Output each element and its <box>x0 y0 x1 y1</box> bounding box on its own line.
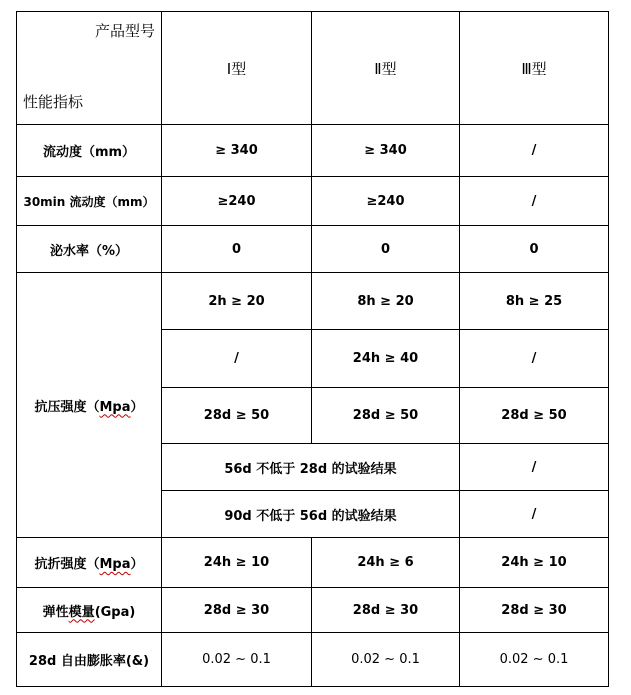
row-label-elastic: 弹性模量(Gpa) <box>17 588 162 633</box>
table-row <box>17 633 609 687</box>
cell-value: / <box>162 330 312 388</box>
table-row <box>17 538 609 588</box>
cell-value: 0.02 ~ 0.1 <box>162 633 312 687</box>
cell-value: 28d ≥ 50 <box>460 388 609 444</box>
table-row <box>17 273 609 330</box>
cell-value: / <box>460 330 609 388</box>
spellcheck-underlined-word: Mpa <box>99 557 131 572</box>
cell-value: ≥ 340 <box>312 125 460 177</box>
product-model-label: 产品型号 <box>94 22 155 40</box>
type-3-header: Ⅲ型 <box>460 12 609 125</box>
spellcheck-underlined-word: Mpa <box>99 399 131 415</box>
table-row <box>17 226 609 273</box>
cell-value: 0.02 ~ 0.1 <box>460 633 609 687</box>
cell-value: ≥ 340 <box>162 125 312 177</box>
type-1-header: Ⅰ型 <box>162 12 312 125</box>
merged-cell-value: 90d 不低于 56d 的试验结果 <box>162 491 460 538</box>
cell-value: 24h ≥ 40 <box>312 330 460 388</box>
row-label-fluidity: 流动度（mm） <box>17 125 162 177</box>
cell-value: / <box>460 177 609 226</box>
spellcheck-underlined-word: 模量 <box>68 604 95 620</box>
cell-value: 28d ≥ 50 <box>162 388 312 444</box>
cell-value: 28d ≥ 30 <box>460 588 609 633</box>
cell-value: 8h ≥ 20 <box>312 273 460 330</box>
cell-value: ≥240 <box>312 177 460 226</box>
row-label-bleeding: 泌水率（%） <box>17 226 162 273</box>
cell-value: 0 <box>460 226 609 273</box>
cell-value: 24h ≥ 10 <box>162 538 312 588</box>
cell-value: 0 <box>312 226 460 273</box>
cell-value: 28d ≥ 30 <box>312 588 460 633</box>
header-corner-cell <box>17 12 162 125</box>
cell-value: ≥240 <box>162 177 312 226</box>
cell-value: / <box>460 444 609 491</box>
cell-value: / <box>460 491 609 538</box>
cell-value: 8h ≥ 25 <box>460 273 609 330</box>
cell-value: 28d ≥ 30 <box>162 588 312 633</box>
cell-value: 0 <box>162 226 312 273</box>
table-row <box>17 125 609 177</box>
cell-value: 24h ≥ 6 <box>312 538 460 588</box>
row-label-fluidity-30min: 30min 流动度（mm） <box>17 177 162 226</box>
table-row <box>17 588 609 633</box>
merged-cell-value: 56d 不低于 28d 的试验结果 <box>162 444 460 491</box>
row-label-expansion: 28d 自由膨胀率(&) <box>17 633 162 687</box>
cell-value: 2h ≥ 20 <box>162 273 312 330</box>
cell-value: 24h ≥ 10 <box>460 538 609 588</box>
cell-value: 28d ≥ 50 <box>312 388 460 444</box>
cell-value: 0.02 ~ 0.1 <box>312 633 460 687</box>
type-2-header: Ⅱ型 <box>312 12 460 125</box>
performance-index-label: 性能指标 <box>23 93 84 111</box>
performance-table <box>16 11 609 687</box>
table-header-row <box>17 12 609 125</box>
row-label-flexural: 抗折强度（Mpa） <box>17 538 162 588</box>
cell-value: / <box>460 125 609 177</box>
row-label-compressive: 抗压强度（Mpa） <box>17 273 162 538</box>
table-row <box>17 177 609 226</box>
